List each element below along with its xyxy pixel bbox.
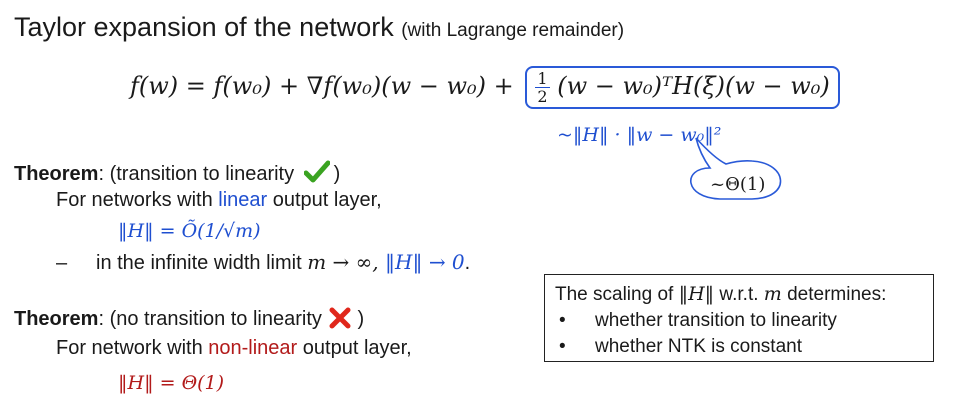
- title-subtitle: (with Lagrange remainder): [401, 20, 625, 41]
- checkmark-icon: [304, 160, 330, 184]
- bullet-dot: •: [559, 336, 566, 357]
- scaling-box-heading: [555, 281, 923, 308]
- linear-highlight: linear: [218, 189, 268, 211]
- taylor-equation: [130, 66, 840, 109]
- scaling-heading-var: m: [763, 283, 782, 305]
- remainder-term-box: [525, 66, 839, 109]
- theorem2-formula: ‖H‖ = Θ(1): [118, 372, 225, 394]
- scaling-item-text: whether transition to linearity: [595, 310, 837, 331]
- scaling-heading-mid: w.r.t.: [714, 284, 764, 305]
- theorem2-heading: [14, 307, 364, 331]
- remainder-body: (w − w₀)ᵀH(ξ)(w − w₀): [557, 72, 830, 100]
- scaling-heading-norm: ‖H‖: [678, 283, 715, 305]
- scaling-box-item: [555, 308, 923, 334]
- bullet-math: m → ∞,: [307, 250, 386, 274]
- speech-bubble: [680, 136, 792, 206]
- bullet-dash: –: [56, 252, 68, 274]
- theorem1-label: Theorem: [14, 163, 99, 185]
- scaling-heading-start: The scaling of: [555, 284, 679, 305]
- fraction-numerator: 1: [537, 69, 548, 88]
- scaling-heading-end: determines:: [781, 284, 887, 305]
- theorem2-label: Theorem: [14, 308, 99, 330]
- theorem1-line1: [56, 189, 382, 212]
- theorem2-line1-end: output layer,: [297, 337, 412, 359]
- equation-rhs: = f(w₀) + ∇f(w₀)(w − w₀) +: [185, 72, 514, 100]
- scaling-summary-box: [544, 274, 934, 362]
- theorem1-paren: : (transition to linearity: [98, 163, 295, 185]
- bullet-dot: •: [559, 310, 566, 331]
- cross-icon: [329, 307, 351, 329]
- theorem1-paren-close: ): [333, 163, 341, 185]
- theorem1-formula: ‖H‖ = Õ(1/√m): [118, 220, 261, 242]
- one-half-fraction: [535, 70, 549, 105]
- bullet-math-limit: ‖H‖ → 0: [385, 250, 465, 274]
- theorem1-line1-end: output layer,: [267, 189, 382, 211]
- remainder-scaling: ~‖H‖ · ‖w − w₀‖²: [557, 124, 722, 146]
- fraction-denominator: 2: [537, 87, 548, 106]
- theorem2-line1-start: For network with: [56, 337, 209, 359]
- title-main: Taylor expansion of the network: [14, 12, 402, 42]
- theorem2-line1: [56, 337, 412, 360]
- theorem1-bullet: [56, 250, 470, 275]
- bubble-text: ~Θ(1): [710, 174, 766, 195]
- bullet-text: in the infinite width limit: [96, 252, 308, 274]
- scaling-box-item: [555, 334, 923, 360]
- bullet-end: .: [464, 252, 471, 274]
- slide-title: [14, 12, 624, 43]
- theorem2-paren: : (no transition to linearity: [98, 308, 322, 330]
- scaling-item-text: whether NTK is constant: [595, 336, 802, 357]
- theorem2-paren-close: ): [357, 308, 365, 330]
- non-linear-highlight: non-linear: [208, 337, 298, 359]
- theorem1-line1-start: For networks with: [56, 189, 219, 211]
- theorem1-heading: [14, 160, 340, 186]
- equation-lhs: f(w): [130, 72, 179, 100]
